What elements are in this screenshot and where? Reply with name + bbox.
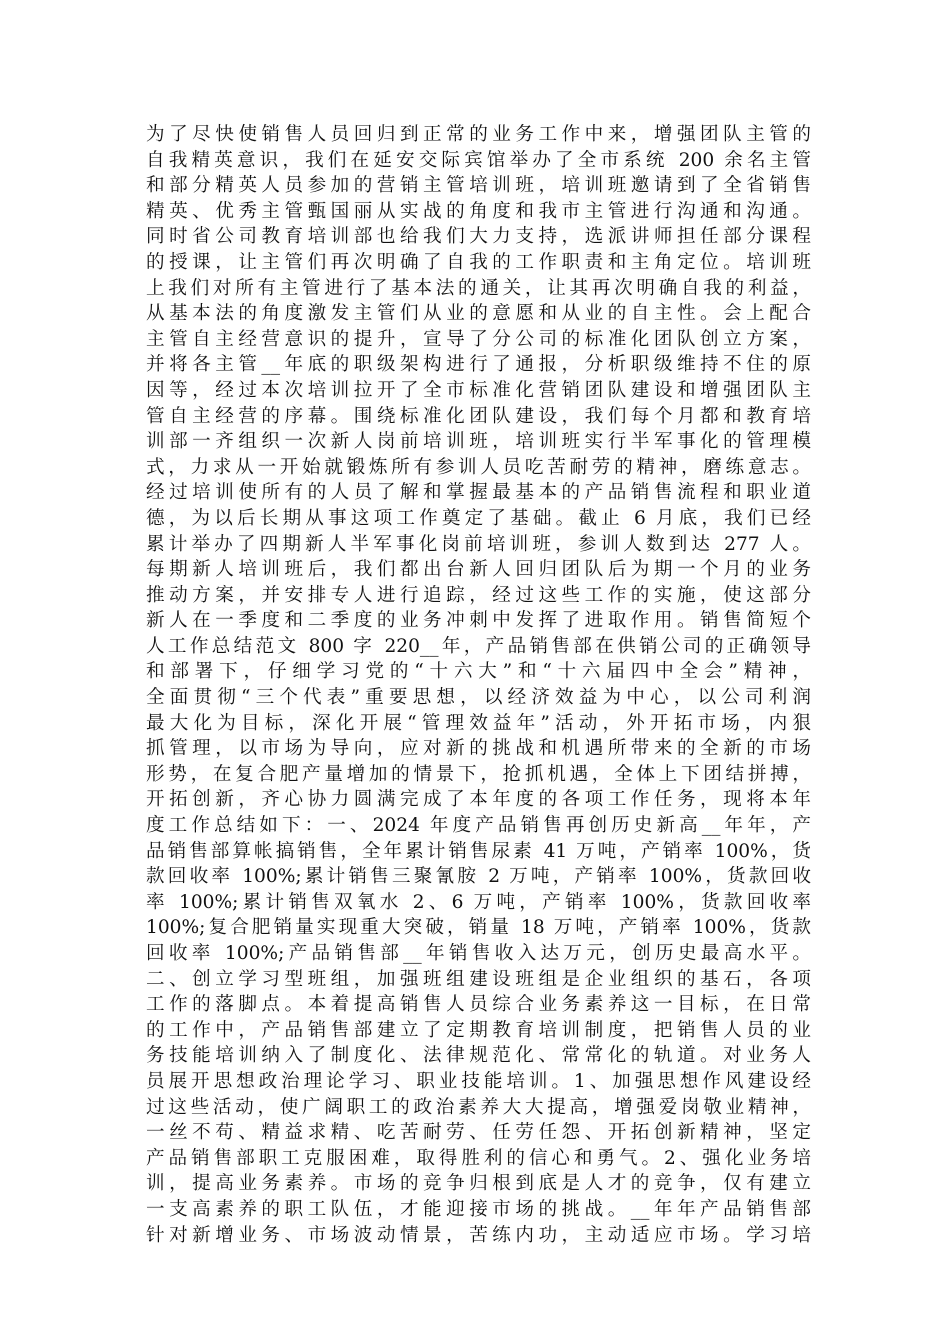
text-line: 一丝不苟、精益求精、吃苦耐劳、任劳任怨、开拓创新精神，坚定 (146, 1122, 811, 1144)
text-line: 的授课，让主管们再次明确了自我的工作职责和主角定位。培训班 (146, 251, 811, 273)
text-line: 累计举办了四期新人半军事化岗前培训班，参训人数到达 277 人。 (146, 533, 811, 555)
text-line: 训，提高业务素养。市场的竞争归根到底是人才的竞争，仅有建立 (146, 1173, 811, 1195)
text-line: 并将各主管__年底的职级架构进行了通报，分析职级维持不住的原 (146, 354, 811, 376)
text-line: 回收率 100%;产品销售部__年销售收入达万元，创历史最高水平。 (146, 943, 811, 964)
text-line: 人工作总结范文 800 字 220__年，产品销售部在供销公司的正确领导 (146, 635, 811, 657)
text-line: 上我们对所有主管进行了基本法的通关，让其再次明确自我的利益， (146, 277, 811, 299)
text-line: 每期新人培训班后，我们都出台新人回归团队后为期一个月的业务 (146, 559, 811, 581)
text-line: 抓管理，以市场为导向，应对新的挑战和机遇所带来的全新的市场 (146, 738, 811, 760)
text-line: 因等，经过本次培训拉开了全市标准化营销团队建设和增强团队主 (146, 379, 811, 401)
text-line: 为了尽快使销售人员回归到正常的业务工作中来，增强团队主管的 (146, 124, 811, 145)
text-line: 员展开思想政治理论学习、职业技能培训。1、加强思想作风建设经 (146, 1070, 811, 1092)
text-line: 率 100%;累计销售双氧水 2、6 万吨，产销率 100%，货款回收率 (146, 891, 811, 913)
text-line: 管自主经营的序幕。围绕标准化团队建设，我们每个月都和教育培 (146, 405, 811, 427)
body-text (146, 122, 811, 1248)
text-line: 开拓创新，齐心协力圆满完成了本年度的各项工作任务，现将本年 (146, 789, 811, 811)
text-line: 新人在一季度和二季度的业务冲刺中发挥了进取作用。销售简短个 (146, 610, 811, 632)
text-line: 100%;复合肥销量实现重大突破，销量 18 万吨，产销率 100%，货款 (146, 917, 811, 939)
text-line: 和部分精英人员参加的营销主管培训班，培训班邀请到了全省销售 (146, 175, 811, 197)
text-line: 过这些活动，使广阔职工的政治素养大大提高，增强爱岗敬业精神， (146, 1096, 811, 1118)
text-line: 度工作总结如下：一、2024 年度产品销售再创历史新高__年年，产 (146, 815, 811, 837)
text-line: 形势，在复合肥产量增加的情景下，抢抓机遇，全体上下团结拼搏， (146, 763, 811, 785)
text-line: 产品销售部职工克服困难，取得胜利的信心和勇气。2、强化业务培 (146, 1147, 811, 1169)
text-line: 最大化为目标，深化开展“管理效益年”活动，外开拓市场，内狠 (146, 712, 811, 734)
text-line: 式，力求从一开始就锻炼所有参训人员吃苦耐劳的精神，磨练意志。 (146, 456, 811, 478)
text-line: 训部一齐组织一次新人岗前培训班，培训班实行半军事化的管理模 (146, 431, 811, 453)
text-line: 务技能培训纳入了制度化、法律规范化、常常化的轨道。对业务人 (146, 1045, 811, 1067)
text-line: 品销售部算帐搞销售，全年累计销售尿素 41 万吨，产销率 100%，货 (146, 840, 811, 862)
text-line: 主管自主经营意识的提升，宣导了分公司的标准化团队创立方案， (146, 328, 811, 350)
text-line: 德，为以后长期从事这项工作奠定了基础。截止 6 月底，我们已经 (146, 507, 811, 529)
text-line: 同时省公司教育培训部也给我们大力支持，选派讲师担任部分课程 (146, 226, 811, 248)
text-line: 推动方案，并安排专人进行追踪，经过这些工作的实施，使这部分 (146, 584, 811, 606)
text-line: 针对新增业务、市场波动情景，苦练内功，主动适应市场。学习培 (146, 1224, 811, 1246)
text-line: 从基本法的角度激发主管们从业的意愿和从业的自主性。会上配合 (146, 303, 811, 325)
text-line: 全面贯彻“三个代表”重要思想，以经济效益为中心，以公司利润 (146, 687, 811, 709)
text-line: 的工作中，产品销售部建立了定期教育培训制度，把销售人员的业 (146, 1019, 811, 1041)
text-line: 自我精英意识，我们在延安交际宾馆举办了全市系统 200 余名主管 (146, 149, 811, 171)
text-line: 一支高素养的职工队伍，才能迎接市场的挑战。__年年产品销售部 (146, 1198, 811, 1220)
text-line: 和部署下，仔细学习党的“十六大”和“十六届四中全会”精神， (146, 661, 811, 683)
text-line: 经过培训使所有的人员了解和掌握最基本的产品销售流程和职业道 (146, 482, 811, 504)
text-line: 精英、优秀主管甄国丽从实战的角度和我市主管进行沟通和沟通。 (146, 200, 811, 222)
text-line: 工作的落脚点。本着提高销售人员综合业务素养这一目标，在日常 (146, 994, 811, 1016)
text-line: 二、创立学习型班组，加强班组建设班组是企业组织的基石，各项 (146, 968, 811, 990)
text-line: 款回收率 100%;累计销售三聚氰胺 2 万吨，产销率 100%，货款回收 (146, 866, 811, 888)
